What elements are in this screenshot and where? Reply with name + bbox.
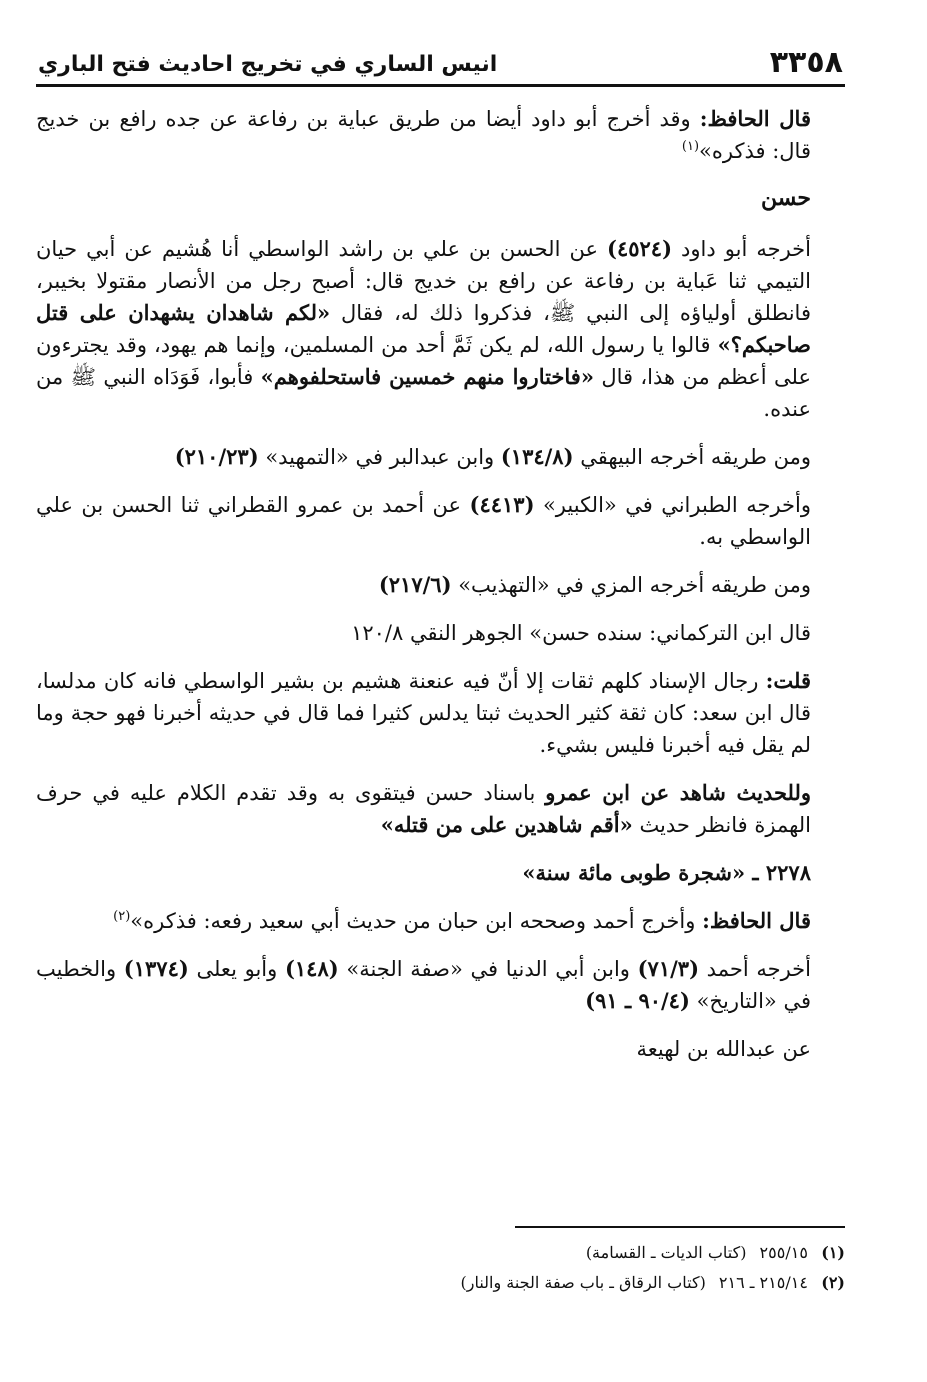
bold-segment: قلت: — [765, 668, 811, 693]
bold-segment: (٤٤١٣) — [469, 492, 535, 517]
footnote-2 — [36, 1270, 845, 1296]
footnote-1 — [36, 1240, 845, 1266]
text-segment: باسناد حسن فيتقوى به وقد تقدم الكلام عليه في حرف الهمزة فانظر حديث — [36, 781, 811, 837]
footnote-number: (٢) — [821, 1273, 845, 1292]
entry-heading: ٢٢٧٨ ـ «شجرة طوبى مائة سنة» — [522, 860, 811, 885]
text-segment: والخطيب في «التاريخ» — [36, 957, 811, 1013]
footnote-marker-2: (٢) — [113, 909, 131, 924]
text-segment: أخرجه أحمد — [699, 957, 811, 981]
bold-segment: «فاختاروا منهم خمسين فاستحلفوهم» — [260, 364, 594, 389]
entry-number: ٢٢٧٨ — [765, 860, 811, 885]
bold-segment: (٢١٠/٢٣) — [174, 444, 259, 469]
footnote-marker-1: (١) — [681, 139, 700, 154]
text-segment: عن أحمد بن عمرو القطراني ثنا الحسن بن علي الواسطي به. — [36, 493, 811, 549]
bold-segment: (٤٥٢٤) — [607, 236, 673, 261]
text-segment: قالوا يا رسول الله، لم يكن ثَمَّ أحد من المسلمين، وإنما هم يهود، وقد يجترءون على أعظم من هذا، قال — [36, 333, 811, 389]
footnote-reference: ٢١٥/١٤ ـ ٢١٦ — [718, 1273, 808, 1292]
text-segment: ومن طريقه أخرجه البيهقي — [573, 445, 811, 469]
tabarani-paragraph — [36, 489, 845, 553]
text-segment: وأخرج أحمد وصححه ابن حبان من حديث أبي سعيد رفعه: فذكره» — [130, 909, 703, 933]
entry-chain-paragraph — [36, 1033, 845, 1065]
footnote-number: (١) — [821, 1243, 845, 1262]
text-segment: وابن أبي الدنيا في «صفة الجنة» — [338, 957, 638, 981]
author-comment-paragraph — [36, 665, 845, 761]
book-title: انيس الساري في تخريج احاديث فتح الباري — [38, 52, 498, 77]
bold-segment: قال الحافظ: — [702, 908, 811, 933]
takhrij-abu-dawud-paragraph — [36, 233, 845, 425]
main-text — [36, 103, 845, 1065]
text-segment: قال ابن التركماني: سنده حسن» الجوهر النقي ١٢٠/٨ — [351, 621, 811, 645]
bold-segment: (١٤٨) — [284, 956, 339, 981]
bold-segment: (١٣٤/٨) — [500, 444, 574, 469]
footnote-reference: ٢٥٥/١٥ — [759, 1243, 808, 1262]
bold-segment: «أقم شاهدين على من قتله» — [380, 812, 633, 837]
entry-hafiz-paragraph — [36, 905, 845, 937]
text-segment: وابن عبدالبر في «التمهيد» — [258, 445, 501, 469]
entry-takhrij-paragraph — [36, 953, 845, 1017]
text-segment: عن عبدالله بن لهيعة — [636, 1037, 811, 1061]
text-segment: عن الحسن بن علي بن راشد الواسطي أنا هُشيم عن أبي حيان التيمي ثنا عَباية بن رفاعة عن رافع بن خديج قال: أصبح رجل من الأنصار مقتولا بخيبر، فانطلق أولياؤه إلى النبي ﷺ، فذكروا ذلك له، فقال — [36, 237, 811, 325]
text-segment: وأخرجه الطبراني في «الكبير» — [534, 493, 811, 517]
text-segment: فأبوا، فَوَدَاه النبي ﷺ من عنده. — [36, 365, 811, 421]
witness-paragraph — [36, 777, 845, 841]
book-page — [36, 30, 845, 1382]
bold-segment: «لكم شاهدان يشهدان على قتل صاحبكم؟» — [36, 300, 811, 357]
footnote-text: (كتاب الديات ـ القسامة) — [585, 1243, 747, 1262]
footnote-divider — [515, 1226, 845, 1228]
hadith-grade: حسن — [761, 185, 811, 211]
bold-segment: (٢١٧/٦) — [378, 572, 452, 597]
running-header — [36, 30, 845, 87]
bayhaqi-paragraph — [36, 441, 845, 473]
bold-segment: (٩٠/٤ ـ ٩١) — [585, 988, 690, 1013]
footnote-text: (كتاب الرقاق ـ باب صفة الجنة والنار) — [460, 1273, 706, 1292]
bold-segment: وللحديث شاهد عن ابن عمرو — [545, 780, 811, 805]
footnotes — [36, 1226, 845, 1300]
hafiz-label: قال الحافظ: — [699, 106, 811, 131]
hafiz-quote-text: وقد أخرج أبو داود أيضا من طريق عباية بن رفاعة عن جده رافع بن خديج قال: فذكره» — [36, 107, 811, 163]
bold-segment: (٧١/٣) — [637, 956, 699, 981]
text-segment: وأبو يعلى — [188, 957, 285, 981]
text-segment: ومن طريقه أخرجه المزي في «التهذيب» — [451, 573, 811, 597]
turkmani-paragraph — [36, 617, 845, 649]
entry-title: «شجرة طوبى مائة سنة» — [522, 860, 746, 885]
page-number: ٣٣٥٨ — [769, 45, 843, 80]
hafiz-quote-paragraph — [36, 103, 845, 167]
text-segment: رجال الإسناد كلهم ثقات إلا أنّ فيه عنعنة هشيم بن بشير الواسطي فانه كان مدلسا، قال ابن سعد: كان ثقة كثير الحديث ثبتا يدلس كثيرا فما قال في حديثه أخبرنا فهو حجة وما لم يقل فيه أخبرنا فليس بشيء. — [36, 669, 811, 757]
mizzi-paragraph — [36, 569, 845, 601]
bold-segment: (١٣٧٤) — [123, 956, 189, 981]
text-segment: أخرجه أبو داود — [672, 237, 811, 261]
